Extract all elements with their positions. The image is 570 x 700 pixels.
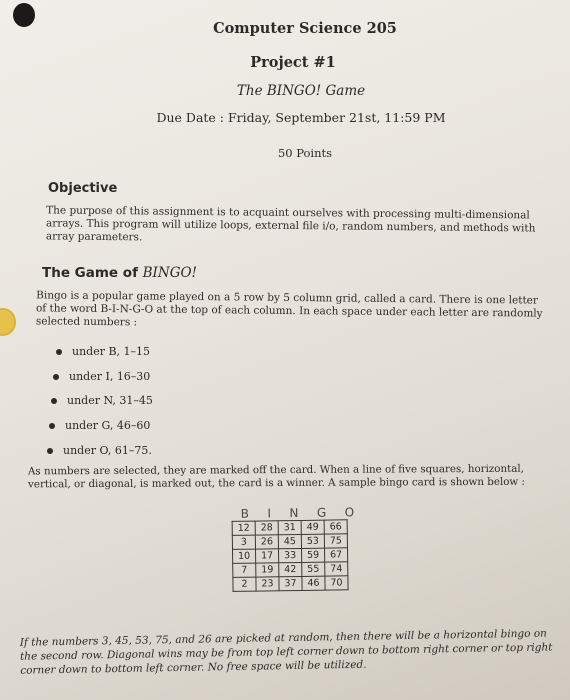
- range-text: under O, 61–75.: [63, 444, 152, 457]
- card-cell: 53: [301, 534, 324, 548]
- bingo-heading-prefix: The Game of: [42, 265, 143, 281]
- bingo-intro: Bingo is a popular game played on a 5 row by 5 column grid, called a card. There is one letter of the word B-I-N-G-O at the top of each column. In each space under each letter are randomly selected numbers :: [35, 289, 543, 329]
- card-cell: 70: [325, 576, 348, 590]
- range-item: [51, 394, 153, 407]
- card-letter: I: [267, 506, 272, 521]
- range-item: [56, 345, 150, 358]
- card-cell: 26: [255, 535, 278, 549]
- card-cell: 75: [324, 534, 347, 548]
- bingo-card: [231, 505, 364, 592]
- range-text: under I, 16–30: [69, 370, 151, 383]
- range-item: [53, 370, 150, 383]
- project-title: Project #1: [250, 54, 336, 71]
- bullet-icon: [56, 349, 62, 355]
- card-cell: 45: [278, 534, 301, 548]
- objective-heading: Objective: [48, 181, 118, 196]
- bullet-icon: [51, 398, 57, 404]
- card-cell: 2: [233, 577, 256, 591]
- card-cell: 55: [302, 562, 325, 576]
- card-cell: 33: [279, 548, 302, 562]
- card-cell: 66: [324, 520, 347, 534]
- card-cell: 67: [324, 548, 347, 562]
- bullet-icon: [49, 423, 55, 429]
- bingo-heading: [42, 265, 197, 281]
- bingo-heading-italic: BINGO!: [142, 265, 197, 281]
- objective-text: The purpose of this assignment is to acquaint ourselves with processing multi-dimensional arrays. This program will utilize loops, external file i/o, random numbers, and methods with array parameters.: [45, 204, 536, 244]
- marking-text: As numbers are selected, they are marked off the card. When a line of five squares, horizontal, vertical, or diagonal, is marked out, the card is a winner. A sample bingo card is shown below :: [27, 462, 526, 491]
- card-cell: 3: [232, 535, 255, 549]
- range-text: under B, 1–15: [72, 345, 151, 358]
- card-letter: G: [316, 505, 327, 520]
- card-cell: 42: [279, 562, 302, 576]
- bingo-card-grid: [232, 519, 349, 592]
- table-row: [233, 576, 348, 592]
- card-cell: 59: [301, 548, 324, 562]
- card-cell: 17: [256, 549, 279, 563]
- bullet-icon: [53, 374, 59, 380]
- range-text: under G, 46–60: [65, 419, 151, 432]
- final-paragraph: If the numbers 3, 45, 53, 75, and 26 are picked at random, then there will be a horizontal bingo on the second row. Diagonal wins may be from top left corner down to bottom right corner or top right corner down to bottom left corner. No free space will be utilized.: [19, 627, 553, 677]
- bullet-icon: [47, 448, 53, 454]
- card-cell: 37: [279, 576, 302, 590]
- card-cell: 49: [301, 520, 324, 534]
- game-title: The BINGO! Game: [236, 83, 366, 99]
- card-cell: 12: [232, 521, 255, 535]
- card-cell: 46: [302, 576, 325, 590]
- card-cell: 10: [233, 549, 256, 563]
- card-letter: B: [240, 506, 250, 521]
- card-cell: 7: [233, 563, 256, 577]
- range-text: under N, 31–45: [67, 394, 153, 407]
- card-letter: O: [344, 505, 355, 520]
- course-title: Computer Science 205: [213, 20, 397, 37]
- points: 50 Points: [277, 146, 333, 160]
- card-cell: 19: [256, 563, 279, 577]
- card-cell: 28: [255, 521, 278, 535]
- card-cell: 74: [325, 562, 348, 576]
- card-cell: 23: [256, 577, 279, 591]
- due-date: Due Date : Friday, September 21st, 11:59 PM: [156, 110, 446, 125]
- range-item: [49, 419, 150, 432]
- card-cell: 31: [278, 520, 301, 534]
- range-item: [47, 444, 152, 457]
- card-letter: N: [289, 505, 299, 521]
- binder-hole-middle: [0, 310, 14, 334]
